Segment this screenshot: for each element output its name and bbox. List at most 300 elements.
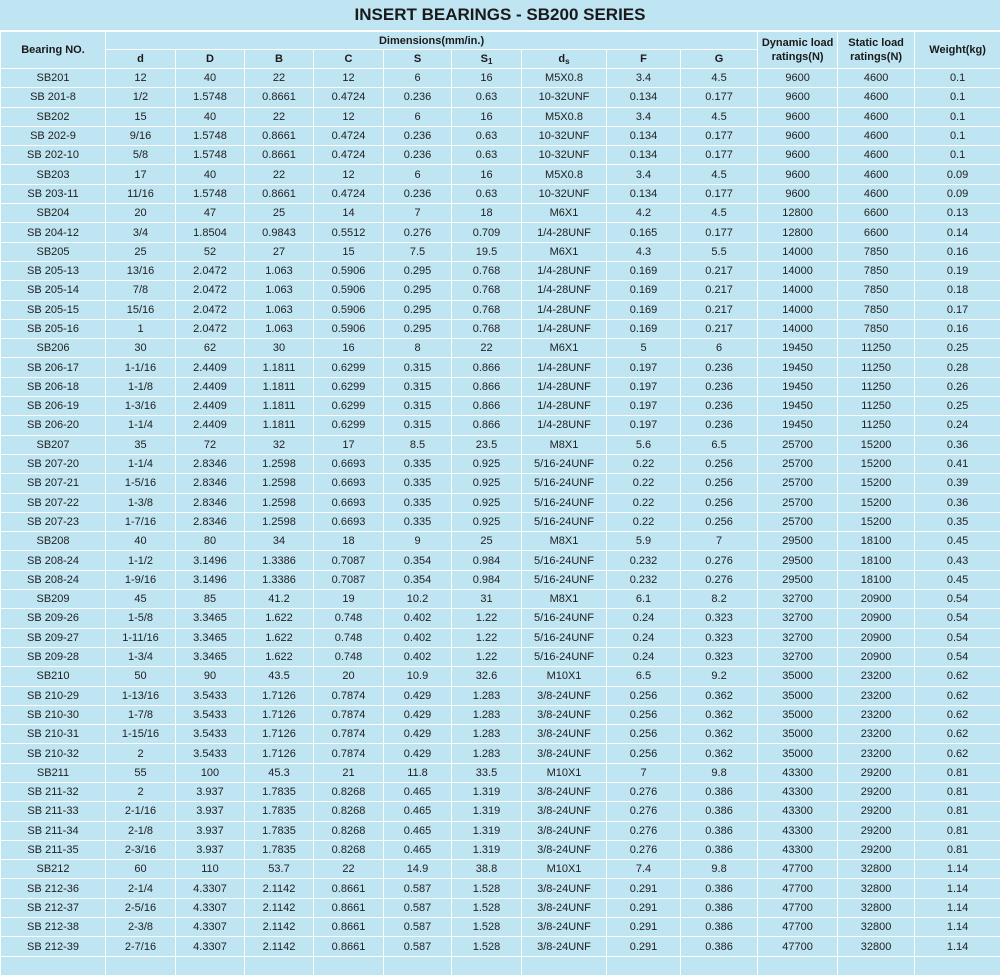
table-cell: 4600 xyxy=(838,69,915,88)
table-cell: 0.8661 xyxy=(245,146,314,165)
table-cell: 0.315 xyxy=(384,416,452,435)
table-cell: SB208 xyxy=(1,532,106,551)
table-cell: 3.937 xyxy=(176,840,245,859)
table-cell: 0.6693 xyxy=(314,493,384,512)
table-cell: 0.8268 xyxy=(314,802,384,821)
table-cell: M8X1 xyxy=(522,532,607,551)
table-cell: 40 xyxy=(176,69,245,88)
table-cell: 2-1/8 xyxy=(106,821,176,840)
table-cell: 0.8661 xyxy=(245,88,314,107)
table-cell: 0.4724 xyxy=(314,88,384,107)
table-cell: 1.528 xyxy=(452,918,522,937)
table-cell: 9/16 xyxy=(106,126,176,145)
table-cell: 8.2 xyxy=(681,590,758,609)
table-row xyxy=(1,725,1000,744)
table-cell: 0.4724 xyxy=(314,184,384,203)
table-cell: 7850 xyxy=(838,261,915,280)
table-row xyxy=(1,821,1000,840)
table-cell: 4.3307 xyxy=(176,879,245,898)
table-cell: M10X1 xyxy=(522,667,607,686)
table-cell: 6 xyxy=(384,107,452,126)
table-cell: 0.256 xyxy=(681,474,758,493)
table-cell: 0.7874 xyxy=(314,686,384,705)
table-cell: 10-32UNF xyxy=(522,146,607,165)
table-cell: 0.16 xyxy=(915,242,1000,261)
table-title: INSERT BEARINGS - SB200 SERIES xyxy=(0,0,1000,31)
table-cell: 25 xyxy=(452,532,522,551)
table-cell: 25700 xyxy=(758,474,838,493)
table-cell: 2 xyxy=(106,782,176,801)
header-bearing-no: Bearing NO. xyxy=(1,32,106,69)
table-row xyxy=(1,512,1000,531)
table-cell: 1.5748 xyxy=(176,146,245,165)
table-cell: SB 208-24 xyxy=(1,570,106,589)
table-cell: 0.81 xyxy=(915,840,1000,859)
table-cell: 0.22 xyxy=(607,474,681,493)
table-cell: SB204 xyxy=(1,204,106,223)
table-cell: 0.177 xyxy=(681,146,758,165)
table-cell: 22 xyxy=(245,165,314,184)
table-cell: 110 xyxy=(176,860,245,879)
table-cell: 1.1811 xyxy=(245,358,314,377)
table-cell: SB 204-12 xyxy=(1,223,106,242)
table-cell: 0.291 xyxy=(607,879,681,898)
table-cell: 2.1142 xyxy=(245,918,314,937)
table-cell: 35000 xyxy=(758,667,838,686)
table-row xyxy=(1,377,1000,396)
table-cell: 3/8-24UNF xyxy=(522,918,607,937)
table-cell: 0.62 xyxy=(915,725,1000,744)
table-cell: 0.587 xyxy=(384,918,452,937)
table-cell: 0.5906 xyxy=(314,281,384,300)
table-cell: 29200 xyxy=(838,763,915,782)
table-cell: 9.8 xyxy=(681,763,758,782)
table-cell: 7850 xyxy=(838,242,915,261)
table-cell: 25700 xyxy=(758,512,838,531)
table-cell: 0.429 xyxy=(384,686,452,705)
header-static-load: Static load ratings(N) xyxy=(838,32,915,69)
table-cell: 0.169 xyxy=(607,261,681,280)
table-cell: 6.1 xyxy=(607,590,681,609)
bearing-spec-table xyxy=(0,31,1000,976)
table-cell: 0.276 xyxy=(384,223,452,242)
table-cell: 10-32UNF xyxy=(522,88,607,107)
table-cell: 1.319 xyxy=(452,821,522,840)
table-cell: 0.256 xyxy=(607,686,681,705)
table-cell: 0.465 xyxy=(384,802,452,821)
table-cell: 1.319 xyxy=(452,782,522,801)
table-cell: 18100 xyxy=(838,551,915,570)
table-cell: 20 xyxy=(314,667,384,686)
table-cell: 0.217 xyxy=(681,300,758,319)
table-cell: 9600 xyxy=(758,146,838,165)
table-cell: 5.6 xyxy=(607,435,681,454)
table-cell: 29500 xyxy=(758,532,838,551)
table-cell: 1-7/16 xyxy=(106,512,176,531)
table-cell: 0.6299 xyxy=(314,358,384,377)
table-cell: 0.81 xyxy=(915,802,1000,821)
table-cell: 29500 xyxy=(758,551,838,570)
table-cell: 5/16-24UNF xyxy=(522,551,607,570)
table-cell: 1.3386 xyxy=(245,570,314,589)
table-cell: 1.22 xyxy=(452,647,522,666)
table-cell: SB 210-32 xyxy=(1,744,106,763)
table-cell: 1.283 xyxy=(452,686,522,705)
table-cell: SB203 xyxy=(1,165,106,184)
table-cell: 1.2598 xyxy=(245,454,314,473)
table-cell: 0.232 xyxy=(607,551,681,570)
table-cell: 1.283 xyxy=(452,705,522,724)
table-cell: 2.0472 xyxy=(176,261,245,280)
table-cell: 0.587 xyxy=(384,898,452,917)
table-cell: 0.22 xyxy=(607,512,681,531)
table-cell: M10X1 xyxy=(522,860,607,879)
table-cell: 3.5433 xyxy=(176,705,245,724)
table-cell: 0.386 xyxy=(681,879,758,898)
table-cell: 12 xyxy=(106,69,176,88)
table-cell: 100 xyxy=(176,763,245,782)
table-cell: 0.866 xyxy=(452,397,522,416)
table-row xyxy=(1,339,1000,358)
table-cell: 0.8268 xyxy=(314,821,384,840)
table-cell: 1/4-28UNF xyxy=(522,358,607,377)
table-cell: 18100 xyxy=(838,570,915,589)
table-cell: 0.7874 xyxy=(314,705,384,724)
table-cell: 43300 xyxy=(758,782,838,801)
table-cell: 0.177 xyxy=(681,223,758,242)
table-cell: 0.41 xyxy=(915,454,1000,473)
table-cell: 0.236 xyxy=(384,126,452,145)
table-cell: 1-1/4 xyxy=(106,416,176,435)
table-cell: SB202 xyxy=(1,107,106,126)
table-cell: SB207 xyxy=(1,435,106,454)
table-cell: 0.276 xyxy=(681,551,758,570)
table-cell: 16 xyxy=(314,339,384,358)
table-cell: 0.6693 xyxy=(314,474,384,493)
header-dim-label: D xyxy=(206,53,214,65)
table-cell: 1-1/2 xyxy=(106,551,176,570)
table-cell: 0.236 xyxy=(384,146,452,165)
table-cell: 6600 xyxy=(838,204,915,223)
table-cell: 0.25 xyxy=(915,339,1000,358)
table-cell: 1-3/8 xyxy=(106,493,176,512)
table-cell: 0.169 xyxy=(607,281,681,300)
table-cell: 1 xyxy=(106,319,176,338)
table-cell: 1/4-28UNF xyxy=(522,319,607,338)
table-cell: 0.134 xyxy=(607,88,681,107)
table-cell: 50 xyxy=(106,667,176,686)
table-cell: 0.295 xyxy=(384,281,452,300)
table-row xyxy=(1,184,1000,203)
table-row xyxy=(1,705,1000,724)
table-cell: 1.5748 xyxy=(176,184,245,203)
table-cell: 1/4-28UNF xyxy=(522,281,607,300)
table-cell: 0.866 xyxy=(452,416,522,435)
table-cell: SB 207-23 xyxy=(1,512,106,531)
table-cell: 43300 xyxy=(758,763,838,782)
table-cell: 15 xyxy=(314,242,384,261)
table-cell: 9600 xyxy=(758,107,838,126)
table-cell: 0.354 xyxy=(384,570,452,589)
table-cell: 19450 xyxy=(758,416,838,435)
table-cell: 47700 xyxy=(758,918,838,937)
table-cell: 16 xyxy=(452,165,522,184)
table-cell: 13/16 xyxy=(106,261,176,280)
table-cell: 15200 xyxy=(838,493,915,512)
table-cell: SB 203-11 xyxy=(1,184,106,203)
table-row xyxy=(1,69,1000,88)
table-cell: 2.1142 xyxy=(245,898,314,917)
table-cell: 0.177 xyxy=(681,126,758,145)
table-cell: 12 xyxy=(314,165,384,184)
table-cell: 0.54 xyxy=(915,609,1000,628)
table-cell: 30 xyxy=(245,339,314,358)
table-cell: 0.8661 xyxy=(314,937,384,956)
table-cell: 62 xyxy=(176,339,245,358)
table-cell: 0.354 xyxy=(384,551,452,570)
table-cell: 1.319 xyxy=(452,802,522,821)
table-cell: 25700 xyxy=(758,435,838,454)
table-cell: 1.528 xyxy=(452,879,522,898)
table-cell: 0.587 xyxy=(384,937,452,956)
header-dim-8 xyxy=(681,50,758,69)
table-cell: 0.335 xyxy=(384,454,452,473)
table-cell: 0.4724 xyxy=(314,126,384,145)
header-dim-label: d xyxy=(558,53,565,65)
table-cell: 20900 xyxy=(838,609,915,628)
table-cell: 1.7835 xyxy=(245,802,314,821)
table-cell: 0.81 xyxy=(915,782,1000,801)
table-cell: 18 xyxy=(314,532,384,551)
table-cell: 0.6693 xyxy=(314,454,384,473)
table-cell: 0.18 xyxy=(915,281,1000,300)
table-cell: SB 211-32 xyxy=(1,782,106,801)
table-cell: 3.3465 xyxy=(176,609,245,628)
table-cell: 0.465 xyxy=(384,821,452,840)
table-cell: 2-7/16 xyxy=(106,937,176,956)
table-cell: 16 xyxy=(452,69,522,88)
table-cell: 0.197 xyxy=(607,416,681,435)
table-cell: 0.1 xyxy=(915,146,1000,165)
table-cell: 0.386 xyxy=(681,898,758,917)
table-cell: 9600 xyxy=(758,69,838,88)
table-cell: 0.232 xyxy=(607,570,681,589)
table-cell: M10X1 xyxy=(522,763,607,782)
header-dim-6 xyxy=(522,50,607,69)
table-cell: 7 xyxy=(384,204,452,223)
table-cell: 29200 xyxy=(838,802,915,821)
table-cell: 35 xyxy=(106,435,176,454)
table-cell: 3/8-24UNF xyxy=(522,744,607,763)
table-cell: 1.1811 xyxy=(245,397,314,416)
table-cell: 0.8661 xyxy=(245,184,314,203)
table-cell: 0.36 xyxy=(915,493,1000,512)
table-cell: 0.276 xyxy=(607,840,681,859)
table-cell: 1.5748 xyxy=(176,88,245,107)
table-cell: 32700 xyxy=(758,609,838,628)
table-cell: SB 209-27 xyxy=(1,628,106,647)
table-row xyxy=(1,454,1000,473)
table-cell: 38.8 xyxy=(452,860,522,879)
table-cell: 1.528 xyxy=(452,937,522,956)
header-dim-label: S xyxy=(481,53,488,65)
table-cell: SB 201-8 xyxy=(1,88,106,107)
table-cell: 0.429 xyxy=(384,705,452,724)
table-cell: 80 xyxy=(176,532,245,551)
table-cell: 25700 xyxy=(758,454,838,473)
table-cell: 0.256 xyxy=(607,744,681,763)
table-row xyxy=(1,165,1000,184)
table-cell: SB 202-10 xyxy=(1,146,106,165)
table-cell: 32800 xyxy=(838,937,915,956)
table-cell: 7 xyxy=(607,763,681,782)
table-cell: 14000 xyxy=(758,319,838,338)
table-cell: 47700 xyxy=(758,860,838,879)
table-cell: 1.063 xyxy=(245,281,314,300)
table-cell: M6X1 xyxy=(522,204,607,223)
table-cell: 1.283 xyxy=(452,744,522,763)
table-cell: 1.2598 xyxy=(245,512,314,531)
table-cell: 1/4-28UNF xyxy=(522,377,607,396)
table-cell: 0.63 xyxy=(452,88,522,107)
table-cell: 2.4409 xyxy=(176,358,245,377)
table-cell: 1.319 xyxy=(452,840,522,859)
table-cell: 7 xyxy=(681,532,758,551)
table-cell: 9600 xyxy=(758,88,838,107)
table-cell: 1.7126 xyxy=(245,686,314,705)
table-cell: 1-13/16 xyxy=(106,686,176,705)
table-cell: 23.5 xyxy=(452,435,522,454)
table-cell: 2.8346 xyxy=(176,454,245,473)
table-cell: 0.276 xyxy=(607,821,681,840)
table-row xyxy=(1,204,1000,223)
table-cell: 0.197 xyxy=(607,397,681,416)
table-cell: 0.63 xyxy=(452,184,522,203)
table-cell: 1.7126 xyxy=(245,705,314,724)
table-cell: 0.8661 xyxy=(245,126,314,145)
table-cell: 2-3/16 xyxy=(106,840,176,859)
table-cell: 0.236 xyxy=(384,88,452,107)
table-cell: 23200 xyxy=(838,667,915,686)
table-cell: 22 xyxy=(314,860,384,879)
table-cell: 10.9 xyxy=(384,667,452,686)
table-cell: 5.5 xyxy=(681,242,758,261)
header-dim-label: F xyxy=(640,53,647,65)
table-row xyxy=(1,88,1000,107)
table-row xyxy=(1,281,1000,300)
table-cell: 0.256 xyxy=(607,725,681,744)
table-cell: 1.7835 xyxy=(245,840,314,859)
table-cell: 32700 xyxy=(758,628,838,647)
table-cell: 7/8 xyxy=(106,281,176,300)
table-cell: 0.925 xyxy=(452,512,522,531)
header-dim-label: d xyxy=(137,53,144,65)
table-cell: 0.768 xyxy=(452,300,522,319)
table-cell: 2.4409 xyxy=(176,377,245,396)
header-dim-1 xyxy=(176,50,245,69)
table-cell: 0.54 xyxy=(915,647,1000,666)
table-cell: 19 xyxy=(314,590,384,609)
table-cell: 1.063 xyxy=(245,319,314,338)
table-cell: 1.8504 xyxy=(176,223,245,242)
table-cell: 4.3 xyxy=(607,242,681,261)
table-cell: 0.134 xyxy=(607,146,681,165)
table-cell: 30 xyxy=(106,339,176,358)
table-cell: 0.984 xyxy=(452,551,522,570)
table-cell: 0.09 xyxy=(915,165,1000,184)
table-cell: SB 210-29 xyxy=(1,686,106,705)
table-cell: 1/4-28UNF xyxy=(522,261,607,280)
table-cell: 0.465 xyxy=(384,840,452,859)
table-cell: 32 xyxy=(245,435,314,454)
table-cell: 0.81 xyxy=(915,763,1000,782)
table-cell: 15200 xyxy=(838,435,915,454)
table-cell: 1.2598 xyxy=(245,474,314,493)
table-cell: 14000 xyxy=(758,281,838,300)
table-cell: 0.134 xyxy=(607,126,681,145)
table-cell: 0.24 xyxy=(607,647,681,666)
table-cell: 43.5 xyxy=(245,667,314,686)
table-cell: M6X1 xyxy=(522,339,607,358)
table-cell: 0.984 xyxy=(452,570,522,589)
table-cell: SB 209-26 xyxy=(1,609,106,628)
table-cell: 1.7835 xyxy=(245,782,314,801)
table-cell: 2-1/4 xyxy=(106,879,176,898)
table-cell: 18 xyxy=(452,204,522,223)
table-cell: 3/8-24UNF xyxy=(522,782,607,801)
table-cell: 14000 xyxy=(758,242,838,261)
table-cell: 1.14 xyxy=(915,860,1000,879)
table-cell: SB 211-33 xyxy=(1,802,106,821)
table-row xyxy=(1,918,1000,937)
table-cell: 3.1496 xyxy=(176,570,245,589)
table-cell: 1-1/4 xyxy=(106,454,176,473)
table-cell: SB 205-16 xyxy=(1,319,106,338)
table-cell: 0.925 xyxy=(452,474,522,493)
table-cell: 2-1/16 xyxy=(106,802,176,821)
table-cell: 4.3307 xyxy=(176,918,245,937)
table-cell: 0.24 xyxy=(915,416,1000,435)
header-dim-label: S xyxy=(414,53,421,65)
table-cell: 0.315 xyxy=(384,377,452,396)
table-cell: SB 210-30 xyxy=(1,705,106,724)
table-cell: 0.236 xyxy=(681,397,758,416)
table-cell: 1.14 xyxy=(915,879,1000,898)
table-cell: 0.1 xyxy=(915,69,1000,88)
table-row xyxy=(1,126,1000,145)
table-cell: 4.5 xyxy=(681,165,758,184)
table-cell: 0.7087 xyxy=(314,551,384,570)
table-cell: 17 xyxy=(106,165,176,184)
table-cell: 22 xyxy=(245,107,314,126)
table-cell: SB 206-17 xyxy=(1,358,106,377)
table-cell: 4600 xyxy=(838,107,915,126)
table-cell: M6X1 xyxy=(522,242,607,261)
table-cell: 1-7/8 xyxy=(106,705,176,724)
table-cell: 0.276 xyxy=(607,802,681,821)
table-row xyxy=(1,107,1000,126)
table-cell: 1.14 xyxy=(915,918,1000,937)
table-cell: 0.217 xyxy=(681,281,758,300)
table-cell: 3.3465 xyxy=(176,647,245,666)
table-cell: 0.236 xyxy=(384,184,452,203)
table-cell: 3.4 xyxy=(607,165,681,184)
table-cell: 0.217 xyxy=(681,261,758,280)
table-cell: 35000 xyxy=(758,705,838,724)
table-cell: 0.28 xyxy=(915,358,1000,377)
table-cell: 14000 xyxy=(758,300,838,319)
table-cell: SB 208-24 xyxy=(1,551,106,570)
